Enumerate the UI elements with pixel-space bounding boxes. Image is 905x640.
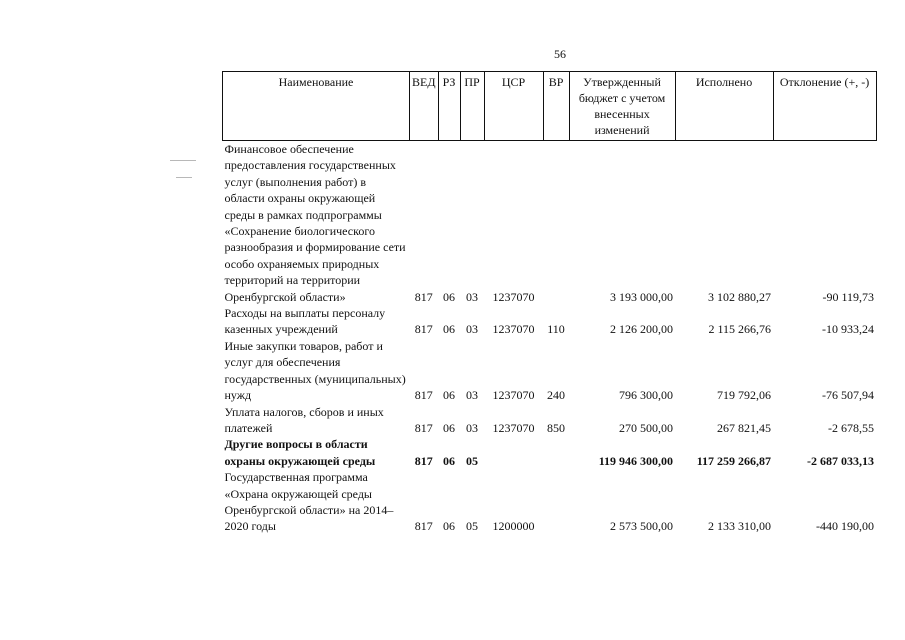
row-pr: 03: [466, 420, 479, 435]
row-vr: [543, 436, 569, 469]
row-executed: 2 133 310,00: [708, 519, 772, 534]
row-rz: 06: [443, 289, 456, 304]
row-executed: 267 821,45: [717, 420, 772, 435]
row-pr: 05: [466, 519, 479, 534]
row-csr: 1237070: [492, 322, 535, 337]
row-deviation: -76 507,94: [822, 388, 875, 403]
row-name: Расходы на выплаты персоналу казенных учреждений: [224, 306, 386, 337]
row-deviation: -440 190,00: [816, 519, 875, 534]
margin-mark: [176, 177, 192, 178]
row-ved: 817: [414, 322, 433, 337]
row-executed: 3 102 880,27: [708, 289, 772, 304]
header-approved: Утвержденный бюджет с учетом внесенных изменений: [569, 72, 675, 141]
row-vr: [543, 141, 569, 306]
row-approved: 2 573 500,00: [610, 519, 674, 534]
row-name: Уплата налогов, сборов и иных платежей: [224, 404, 384, 435]
row-vr: 110: [547, 322, 565, 337]
row-name: Финансовое обеспечение предоставления государственных услуг (выполнения работ) в области охраны окружающей среды в рамках подпрограммы «Сохранение биологического разнообразия и формирование сети особо охраняемых природных территорий на территории Оренбургской области»: [224, 142, 406, 304]
header-executed: Исполнено: [675, 72, 773, 141]
row-executed: 2 115 266,76: [708, 322, 772, 337]
row-ved: 817: [414, 289, 433, 304]
table-row: [223, 469, 877, 535]
row-vr: 240: [547, 388, 566, 403]
row-rz: 06: [443, 420, 456, 435]
table-header-row: [223, 72, 877, 141]
header-rz: РЗ: [438, 72, 460, 141]
header-csr: ЦСР: [484, 72, 543, 141]
row-ved: 817: [414, 388, 433, 403]
row-approved: 119 946 300,00: [598, 453, 674, 468]
row-pr: 05: [466, 453, 479, 468]
header-deviation: Отклонение (+, -): [773, 72, 876, 141]
header-pr: ПР: [460, 72, 484, 141]
row-executed: 719 792,06: [717, 388, 772, 403]
row-csr: [484, 436, 543, 469]
row-approved: 796 300,00: [619, 388, 674, 403]
header-vr: ВР: [543, 72, 569, 141]
row-vr: 850: [547, 420, 566, 435]
budget-table: [222, 71, 877, 535]
row-pr: 03: [466, 289, 479, 304]
header-ved: ВЕД: [410, 72, 439, 141]
row-approved: 270 500,00: [619, 420, 674, 435]
row-ved: 817: [414, 453, 433, 468]
row-approved: 3 193 000,00: [610, 289, 674, 304]
row-name: Другие вопросы в области охраны окружающей среды: [224, 437, 376, 468]
row-pr: 03: [466, 322, 479, 337]
row-ved: 817: [414, 420, 433, 435]
table-row: [223, 338, 877, 404]
header-name: Наименование: [223, 72, 410, 141]
row-approved: 2 126 200,00: [610, 322, 674, 337]
row-rz: 06: [443, 322, 456, 337]
row-deviation: -90 119,73: [822, 289, 875, 304]
row-deviation: -10 933,24: [822, 322, 875, 337]
row-csr: 1237070: [492, 289, 535, 304]
table-row-subtotal: [223, 436, 877, 469]
row-pr: 03: [466, 388, 479, 403]
row-name: Иные закупки товаров, работ и услуг для обеспечения государственных (муниципальных) нужд: [224, 338, 406, 403]
row-ved: 817: [414, 519, 433, 534]
row-csr: 1237070: [492, 388, 535, 403]
row-csr: 1237070: [492, 420, 535, 435]
table-row: [223, 404, 877, 437]
row-deviation: -2 687 033,13: [807, 453, 875, 468]
table-row: [223, 305, 877, 338]
row-name: Государственная программа «Охрана окружающей среды Оренбургской области» на 2014–2020 годы: [224, 470, 394, 534]
row-deviation: -2 678,55: [828, 420, 875, 435]
row-rz: 06: [443, 453, 456, 468]
row-rz: 06: [443, 388, 456, 403]
table-row: [223, 141, 877, 306]
page-number: 56: [554, 47, 566, 61]
margin-mark: [170, 160, 196, 161]
row-csr: 1200000: [492, 519, 535, 534]
row-executed: 117 259 266,87: [696, 453, 772, 468]
row-vr: [543, 469, 569, 535]
row-rz: 06: [443, 519, 456, 534]
